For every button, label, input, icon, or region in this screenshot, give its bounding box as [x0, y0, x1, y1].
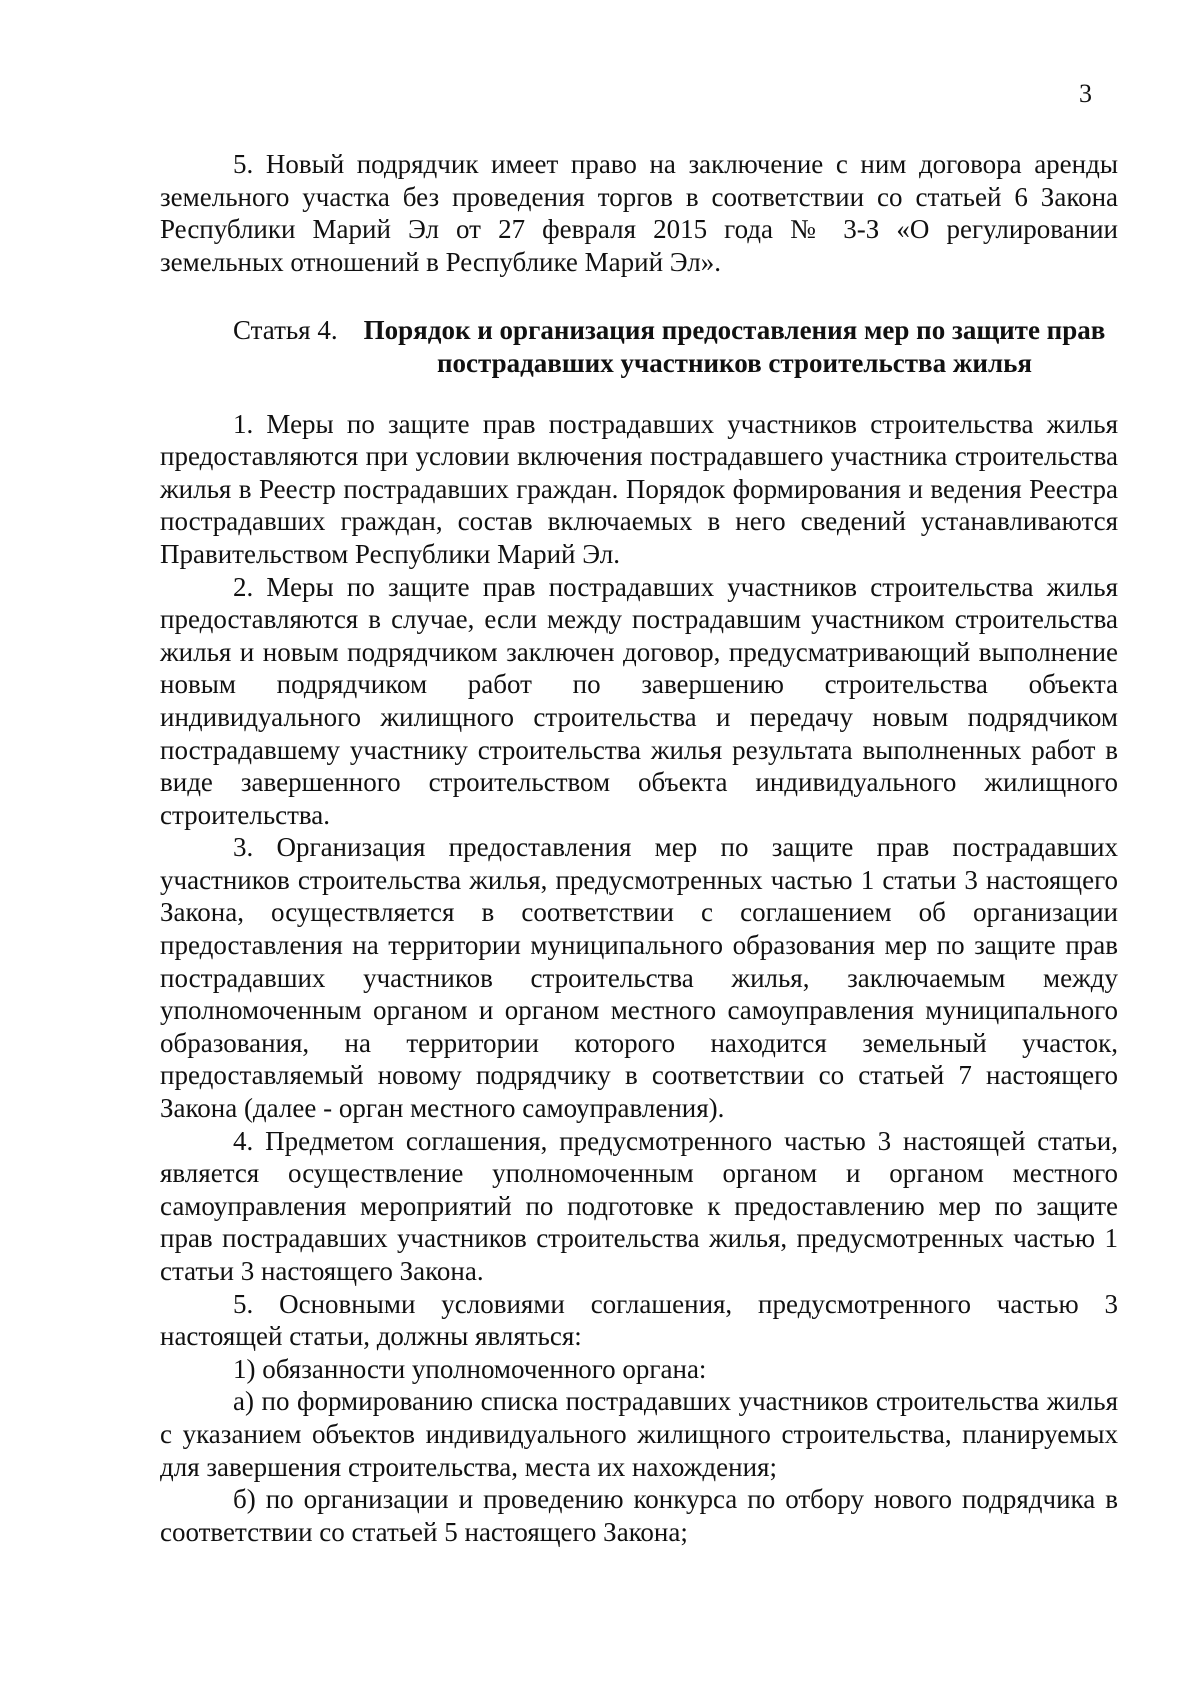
article-heading — [160, 314, 1118, 379]
article-label: Статья 4. — [233, 315, 338, 346]
article-title: Порядок и организация предоставления мер по защите прав пострадавших участников строительства жилья — [363, 315, 1106, 378]
paragraph-3-5: 5. Новый подрядчик имеет право на заключение с ним договора аренды земельного участка без проведения торгов в соответствии со статьей 6 Закона Республики Марий Эл от 27 февраля 2015 года № 3-З «О регулировании земельных отношений в Республике Марий Эл». — [160, 149, 1118, 277]
paragraph-4-3: 3. Организация предоставления мер по защите прав пострадавших участников строительства жилья, предусмотренных частью 1 статьи 3 настоящего Закона, осуществляется в соответствии с соглашением об организации предоставления на территории муниципального образования мер по защите прав пострадавших участников строительства жилья, заключаемым между уполномоченным органом и органом местного самоуправления муниципального образования, на территории которого находится земельный участок, предоставляемый новому подрядчику в соответствии со статьей 7 настоящего Закона (далее - орган местного самоуправления). — [160, 832, 1118, 1124]
paragraph-4-5-1: 1) обязанности уполномоченного органа: — [233, 1353, 707, 1384]
paragraph-4-5-1-a: а) по формированию списка пострадавших участников строительства жилья с указанием объектов индивидуального жилищного строительства, планируемых для завершения строительства, места их нахождения; — [160, 1386, 1118, 1482]
paragraph-4-5: 5. Основными условиями соглашения, предусмотренного частью 3 настоящей статьи, должны являться: — [160, 1288, 1118, 1352]
paragraph-4-1: 1. Меры по защите прав пострадавших участников строительства жилья предоставляются при условии включения пострадавшего участника строительства жилья в Реестр пострадавших граждан. Порядок формирования и ведения Реестра пострадавших граждан, состав включаемых в него сведений устанавливаются Правительством Республики Марий Эл. — [160, 408, 1118, 569]
paragraph-4-4: 4. Предметом соглашения, предусмотренного частью 3 настоящей статьи, является осуществление уполномоченным органом и органом местного самоуправления мероприятий по подготовке к предоставлению мер по защите прав пострадавших участников строительства жилья, предусмотренных частью 1 статьи 3 настоящего Закона. — [160, 1125, 1118, 1286]
page-number: 3 — [1079, 79, 1092, 108]
paragraph-4-2: 2. Меры по защите прав пострадавших участников строительства жилья предоставляются в случае, если между пострадавшим участником строительства жилья и новым подрядчиком заключен договор, предусматривающий выполнение новым подрядчиком работ по завершению строительства объекта индивидуального жилищного строительства и передачу новым подрядчиком пострадавшему участнику строительства жилья результата выполненных работ в виде завершенного строительством объекта индивидуального жилищного строительства. — [160, 571, 1118, 830]
paragraph-4-5-1-b: б) по организации и проведению конкурса по отбору нового подрядчика в соответствии со статьей 5 настоящего Закона; — [160, 1484, 1118, 1547]
document-body — [160, 148, 1118, 1548]
